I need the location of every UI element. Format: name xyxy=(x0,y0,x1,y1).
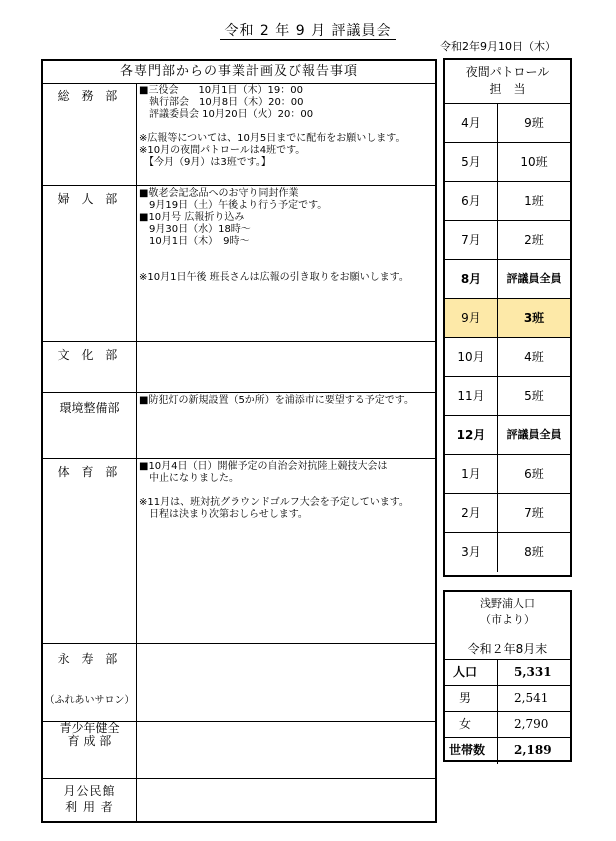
population-value: 2,541 xyxy=(514,691,549,705)
table-row-hall-users xyxy=(43,779,435,821)
patrol-group: 2班 xyxy=(524,233,544,247)
population-value: 5,331 xyxy=(514,665,552,679)
dept-name: 永 寿 部 xyxy=(57,652,122,666)
patrol-row xyxy=(445,338,570,377)
patrol-group: 9班 xyxy=(524,116,544,130)
dept-name: 月公民館 xyxy=(63,784,116,798)
patrol-row xyxy=(445,182,570,221)
dept-subname: 利 用 者 xyxy=(65,800,114,814)
population-subtitle: （市より） xyxy=(480,613,535,626)
table-row-general-affairs xyxy=(43,83,435,186)
population-as-of: 令和２年8月末 xyxy=(445,640,570,660)
patrol-header-title: 夜間パトロール xyxy=(465,65,550,79)
patrol-month: 9月 xyxy=(445,299,498,337)
patrol-month: 1月 xyxy=(445,455,498,493)
population-row xyxy=(445,738,570,764)
table-row-sports xyxy=(43,459,435,644)
report-text: ■10月4日（日）開催予定の自治会対抗陸上競技大会は 中止になりました。 ※11月は、班対抗グラウンドゴルフ大会を予定しています。 日程は決まり次第おしらせします。 xyxy=(139,461,409,520)
dept-subname: （ふれあいサロン） xyxy=(44,695,135,706)
patrol-group: 1班 xyxy=(524,194,544,208)
patrol-month: 7月 xyxy=(445,221,498,259)
patrol-row xyxy=(445,143,570,182)
table-row-longevity xyxy=(43,644,435,722)
patrol-group: 6班 xyxy=(524,467,544,481)
patrol-group: 7班 xyxy=(524,506,544,520)
document-title xyxy=(0,20,616,40)
patrol-header xyxy=(445,60,570,104)
population-value: 2,790 xyxy=(514,717,549,731)
patrol-month: 5月 xyxy=(445,143,498,181)
patrol-row xyxy=(445,221,570,260)
dept-cell xyxy=(43,722,137,778)
dept-name: 環境整備部 xyxy=(59,401,120,415)
population-label: 男 xyxy=(445,686,498,711)
table-row-environment xyxy=(43,393,435,459)
patrol-group: 評議員全員 xyxy=(506,272,562,285)
patrol-group: 評議員全員 xyxy=(506,428,562,441)
dept-name: 総 務 部 xyxy=(57,89,122,103)
dept-name: 体 育 部 xyxy=(57,465,122,479)
table-row-youth xyxy=(43,722,435,779)
patrol-month: 2月 xyxy=(445,494,498,532)
population-title: 浅野浦人口 xyxy=(480,597,535,610)
report-table-header: 各専門部からの事業計画及び報告事項 xyxy=(43,61,435,84)
population-table xyxy=(443,590,572,762)
patrol-group: 8班 xyxy=(524,545,544,559)
patrol-month: 10月 xyxy=(445,338,498,376)
table-row-womens xyxy=(43,186,435,342)
patrol-month: 3月 xyxy=(445,533,498,572)
population-row xyxy=(445,712,570,738)
population-label: 人口 xyxy=(445,660,498,685)
patrol-row xyxy=(445,260,570,299)
population-row xyxy=(445,686,570,712)
dept-cell xyxy=(43,459,137,643)
dept-subname: 育 成 部 xyxy=(67,734,112,748)
population-label: 世帯数 xyxy=(445,738,498,764)
population-row xyxy=(445,660,570,686)
patrol-group: 10班 xyxy=(520,155,548,169)
dept-cell xyxy=(43,779,137,821)
dept-name: 青少年健全 xyxy=(59,721,120,735)
dept-name: 婦 人 部 xyxy=(57,192,122,206)
night-patrol-table xyxy=(443,58,572,577)
patrol-month: 4月 xyxy=(445,104,498,142)
title-text: 令和 2 年 9 月 評議員会 xyxy=(220,23,395,40)
population-value: 2,189 xyxy=(514,743,552,757)
patrol-group: 4班 xyxy=(524,350,544,364)
patrol-row xyxy=(445,494,570,533)
patrol-month: 6月 xyxy=(445,182,498,220)
population-label: 女 xyxy=(445,712,498,737)
patrol-row xyxy=(445,377,570,416)
patrol-row xyxy=(445,104,570,143)
population-header xyxy=(445,592,570,640)
report-text: ■敬老会記念品へのお守り同封作業 9月19日（土）午後より行う予定です。 ■10月号 広報折り込み 9月30日（水）18時～ 10月1日（木） 9時～ ※10月1日午後 班長さんは広報の引き取りをお願いします。 xyxy=(139,188,409,283)
dept-cell xyxy=(43,342,137,392)
patrol-month: 8月 xyxy=(445,260,498,298)
dept-cell xyxy=(43,186,137,341)
document-date: 令和2年9月10日（木） xyxy=(440,40,556,53)
patrol-group: 3班 xyxy=(523,311,545,325)
table-row-culture xyxy=(43,342,435,393)
patrol-group: 5班 xyxy=(524,389,544,403)
report-text: ■防犯灯の新規設置（5か所）を浦添市に要望する予定です。 xyxy=(139,395,415,406)
dept-cell xyxy=(43,393,137,458)
department-report-table xyxy=(41,59,437,823)
patrol-row xyxy=(445,533,570,572)
dept-cell xyxy=(43,83,137,185)
patrol-header-sub: 担 当 xyxy=(489,82,526,96)
dept-name: 文 化 部 xyxy=(57,348,122,362)
report-text: ■三役会 10月1日（木）19：00 執行部会 10月8日（木）20：00 評議委員会 10月20日（火）20：00 ※広報等については、10月5日までに配布をお願いします。 ※10月の夜間パトロールは4班です。 【今月（9月）は3班です。】 xyxy=(139,85,406,168)
dept-cell xyxy=(43,644,137,721)
patrol-month: 11月 xyxy=(445,377,498,415)
patrol-row-current xyxy=(445,299,570,338)
patrol-row xyxy=(445,416,570,455)
patrol-row xyxy=(445,455,570,494)
patrol-month: 12月 xyxy=(445,416,498,454)
